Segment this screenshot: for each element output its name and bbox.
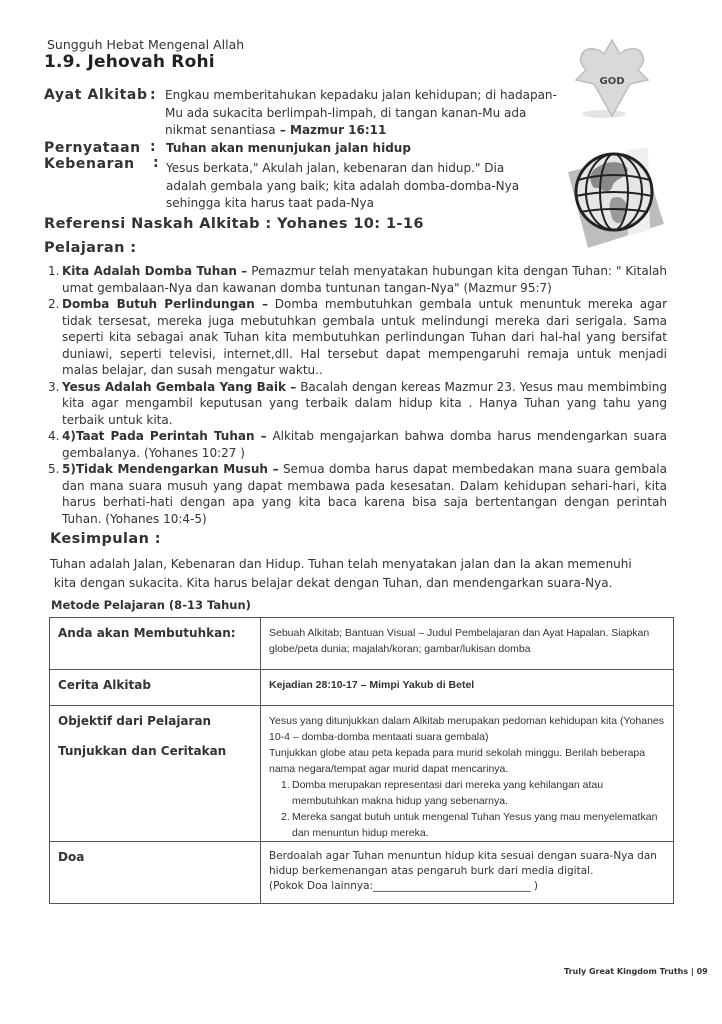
table-row — [50, 618, 674, 670]
page-footer: Truly Great Kingdom Truths | 09 — [564, 967, 708, 976]
row-content: Kejadian 28:10-17 – Mimpi Yakub di Betel — [261, 670, 674, 706]
row-content: Sebuah Alkitab; Bantuan Visual – Judul Pembelajaran dan Ayat Hapalan. Siapkan globe/peta dunia; majalah/koran; gambar/lukisan domba — [261, 618, 674, 670]
kesimpulan-text: Tuhan adalah Jalan, Kebenaran dan Hidup. Tuhan telah menyatakan jalan dan Ia akan memenuhi kita dengan sukacita. Kita harus belajar dekat dengan Tuhan, dan mendengarkan suara-Nya. — [50, 557, 632, 590]
ayat-alkitab-label: Ayat Alkitab — [44, 87, 148, 103]
list-item: 1. Domba merupakan representasi dari mereka yang kehilangan atau membutuhkan makna hidup yang sebenarnya. — [281, 779, 604, 807]
globe-icon — [566, 140, 666, 252]
god-star-badge-icon — [574, 38, 650, 118]
ayat-colon: : — [150, 87, 156, 103]
pernyataan-text: Yesus berkata," Akulah jalan, kebenaran dan hidup." Dia adalah gembala yang baik; kita adalah domba-domba-Nya sehingga kita harus taat pada-Nya — [166, 161, 520, 210]
pelajaran-heading: Pelajaran : — [44, 240, 137, 256]
kesimpulan-heading: Kesimpulan : — [50, 531, 161, 547]
pernyataan-colon-2: : — [153, 155, 159, 171]
pernyataan-heading: Tuhan akan menunjukan jalan hidup — [166, 141, 411, 155]
book-subtitle: Sungguh Hebat Mengenal Allah — [47, 37, 245, 52]
ayat-verse: Engkau memberitahukan kepadaku jalan kehidupan; di hadapan-Mu ada sukacita berlimpah-limpah, di tangan kanan-Mu ada nikmat senantiasa — [165, 88, 557, 137]
pernyataan-kebenaran-label: Pernyataan Kebenaran — [44, 140, 141, 172]
referensi-heading: Referensi Naskah Alkitab : Yohanes 10: 1-16 — [44, 216, 424, 232]
list-item: 2. Domba Butuh Perlindungan – Domba membutuhkan gembala untuk menuntuk mereka agar tidak tersesat, mereka juga mebutuhkan gembala untuk melindungi mereka dari serigala. Sama seperti kita sebagai anak Tuhan kita membutuhkan perlindungan Tuhan dari hal-hal yang bersifat duniawi, seperti televisi, internet,dll. Hal tersebut dapat mempengaruhi remaja untuk menjadi malas belajar, dan susah mengatur waktu.. — [48, 297, 667, 377]
list-item: 3. Yesus Adalah Gembala Yang Baik – Bacalah dengan kereas Mazmur 23. Yesus mau membimbing kita agar mengambil keputusan yang terbaik dalam hidup kita . Hanya Tuhan yang tahu yang terbaik untuk kita. — [48, 379, 667, 427]
row-label: Cerita Alkitab — [50, 670, 261, 706]
list-item: 2. Mereka sangat butuh untuk mengenal Tuhan Yesus yang mau menyelematkan dan menuntun hidup mereka. — [281, 811, 658, 839]
list-item: 4. 4)Taat Pada Perintah Tuhan – Alkitab mengajarkan bahwa domba harus mendengarkan suara gembalanya. (Yohanes 10:27 ) — [48, 429, 667, 460]
ayat-reference: Mazmur 16:11 — [290, 123, 387, 137]
row-content: Berdoalah agar Tuhan menuntun hidup kita sesuai dengan suara-Nya dan hidup berkemenangan atas pengaruh burk dari media digital. (Pokok Doa lainnya:______________________________ ) — [261, 842, 674, 904]
table-row — [50, 706, 674, 842]
row-label: Doa — [50, 842, 261, 904]
page-title: 1.9. Jehovah Rohi — [44, 52, 215, 72]
row-content: Yesus yang ditunjukkan dalam Alkitab merupakan pedoman kehidupan kita (Yohanes 10-4 – domba-domba mentaati suara gembala) Tunjukkan globe atau peta kepada para murid sekolah minggu. Berilah beberapa nama negara/tempat agar murid dapat mencarinya. 1. Domba merupakan representasi dari mereka yang kehilangan atau membutuhkan makna hidup yang sebenarnya. 2. Mereka sangat butuh untuk mengenal Tuhan Yesus yang mau menyelematkan dan menuntun hidup mereka. — [261, 706, 674, 842]
ayat-alkitab-text: Engkau memberitahukan kepadaku jalan kehidupan; di hadapan-Mu ada sukacita berlimpah-limpah, di tangan kanan-Mu ada nikmat senantiasa – Mazmur 16:11 — [165, 88, 557, 137]
svg-text:GOD: GOD — [599, 76, 625, 87]
list-item: 1. Kita Adalah Domba Tuhan – Pemazmur telah menyatakan hubungan kita dengan Tuhan: " Kitalah umat gembalaan-Nya dan kawanan domba tuntunan tangan-Nya" (Mazmur 95:7) — [48, 264, 667, 295]
table-row — [50, 842, 674, 904]
list-item: 5. 5)Tidak Mendengarkan Musuh – Semua domba harus dapat membedakan mana suara gembala dan mana suara musuh yang dapat membawa pada kesesatan. Dalam kehidupan sehari-hari, kita harus berhati-hati dengan apa yang kita baca karena bisa saja bertentangan dengan perintah Tuhan. (Yohanes 10:4-5) — [48, 462, 667, 526]
metode-heading: Metode Pelajaran (8-13 Tahun) — [51, 598, 251, 612]
pernyataan-colon-1: : — [150, 139, 156, 155]
table-row — [50, 670, 674, 706]
sub-list — [269, 777, 665, 841]
metode-table — [49, 617, 674, 904]
pelajaran-list — [48, 263, 667, 527]
row-label: Objektif dari Pelajaran Tunjukkan dan Ceritakan — [50, 706, 261, 842]
row-label: Anda akan Membutuhkan: — [50, 618, 261, 670]
